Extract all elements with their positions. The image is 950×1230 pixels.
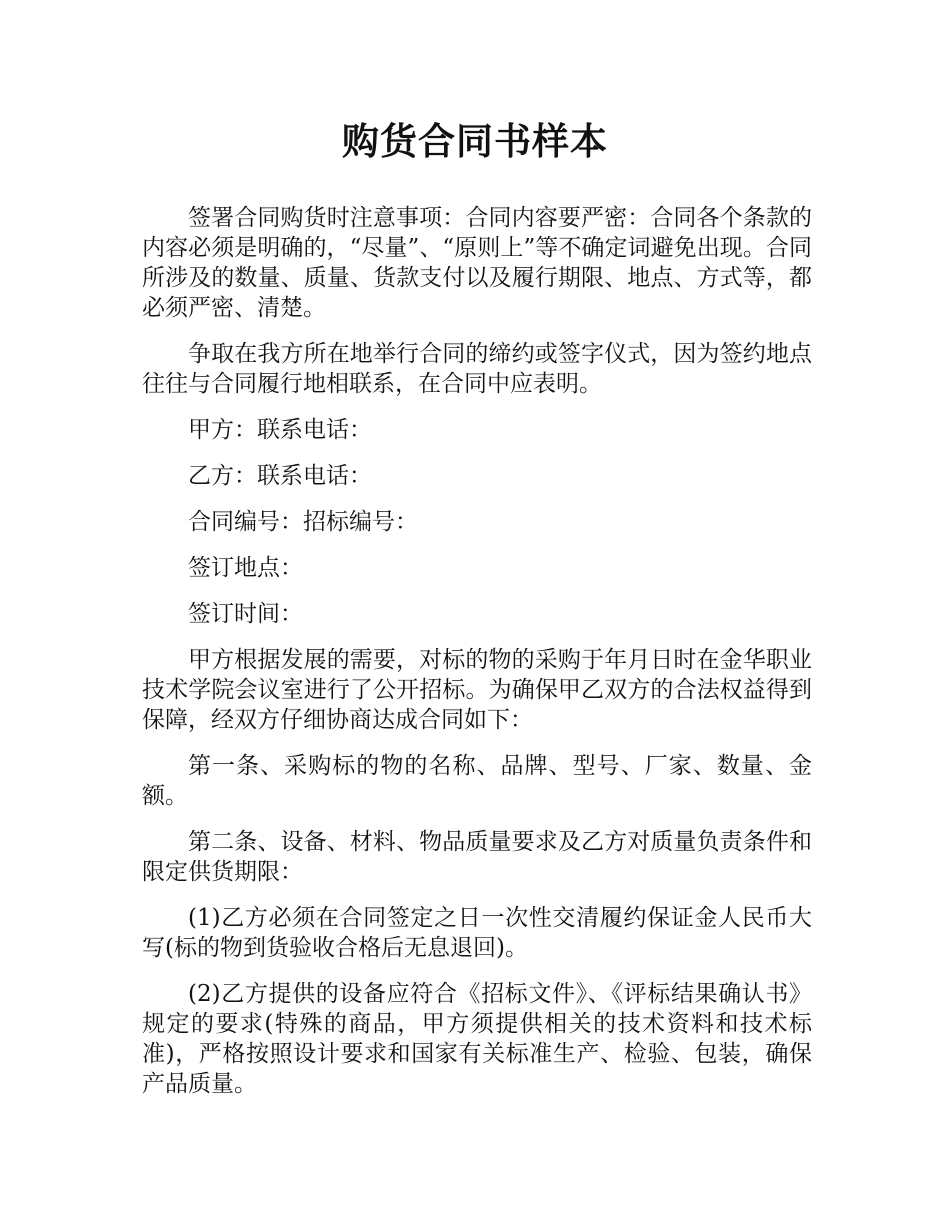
article-1: 第一条、采购标的物的名称、品牌、型号、厂家、数量、金额。: [142, 753, 812, 809]
article-2: 第二条、设备、材料、物品质量要求及乙方对质量负责条件和限定供货期限：: [142, 829, 812, 885]
paragraph-tender-background: 甲方根据发展的需要，对标的物的采购于年月日时在金华职业技术学院会议室进行了公开招标。为确保甲乙双方的合法权益得到保障，经双方仔细协商达成合同如下：: [142, 647, 812, 733]
document-title: 购货合同书样本: [342, 120, 608, 163]
party-b-line: 乙方：联系电话：: [188, 463, 372, 489]
signing-time-line: 签订时间：: [188, 601, 303, 627]
contract-number-line: 合同编号：招标编号：: [188, 509, 418, 535]
party-a-line: 甲方：联系电话：: [188, 417, 372, 443]
paragraph-signing-location-advice: 争取在我方所在地举行合同的缔约或签字仪式，因为签约地点往往与合同履行地相联系，在合同中应表明。: [142, 341, 812, 397]
clause-1: (1)乙方必须在合同签定之日一次性交清履约保证金人民币大写(标的物到货验收合格后无息退回)。: [142, 905, 812, 961]
document-body: [142, 203, 812, 1115]
signing-place-line: 签订地点：: [188, 555, 303, 581]
paragraph-signing-notes: 签署合同购货时注意事项：合同内容要严密：合同各个条款的内容必须是明确的，“尽量”、“原则上”等不确定词避免出现。合同所涉及的数量、质量、货款支付以及履行期限、地点、方式等，都必须严密、清楚。: [142, 205, 812, 321]
clause-2: (2)乙方提供的设备应符合《招标文件》、《评标结果确认书》规定的要求(特殊的商品，甲方须提供相关的技术资料和技术标准)，严格按照设计要求和国家有关标准生产、检验、包装，确保产品质量。: [142, 981, 812, 1097]
